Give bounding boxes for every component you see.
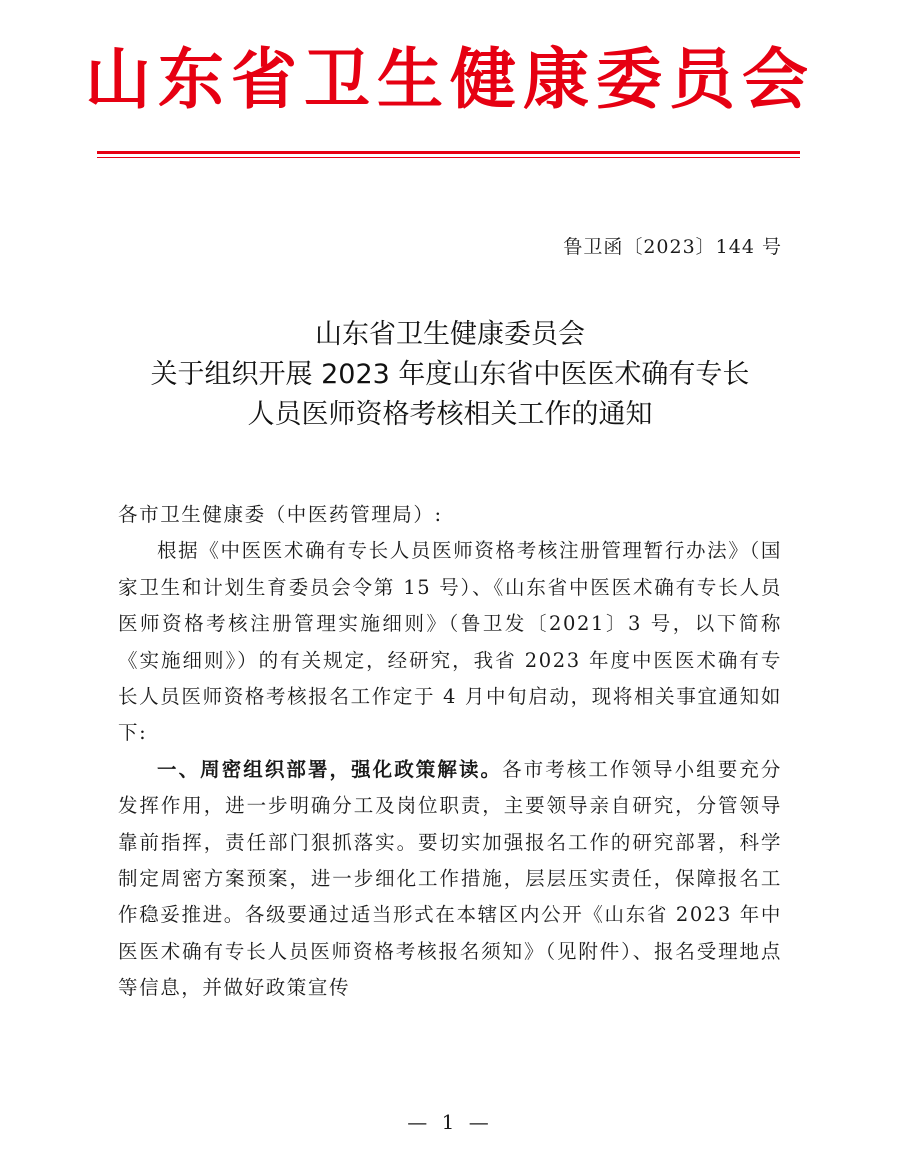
red-divider-line-thin: [97, 157, 800, 158]
section-1-text: 各市考核工作领导小组要充分发挥作用，进一步明确分工及岗位职责，主要领导亲自研究，分管领导靠前指挥，责任部门狠抓落实。要切实加强报名工作的研究部署，科学制定周密方案预案，进一步细化工作措施，层层压实责任，保障报名工作稳妥推进。各级要通过适当形式在本辖区内公开《山东省 2023 年中医医术确有专长人员医师资格考核报名须知》（见附件）、报名受理地点等信息，并做好政策宣传: [118, 757, 782, 1000]
section-1-heading: 一、周密组织部署，强化政策解读。: [157, 757, 503, 781]
title-line-2: 关于组织开展 2023 年度山东省中医医术确有专长: [150, 359, 750, 390]
red-divider-line: [97, 151, 800, 154]
document-title: [0, 315, 900, 435]
title-line-1: 山东省卫生健康委员会: [315, 319, 585, 350]
paragraph-intro: 根据《中医医术确有专长人员医师资格考核注册管理暂行办法》（国家卫生和计划生育委员会令第 15 号）、《山东省中医医术确有专长人员医师资格考核注册管理实施细则》（鲁卫发〔2021〕3 号，以下简称《实施细则》）的有关规定，经研究，我省 2023 年度中医医术确有专长人员医师资格考核报名工作定于 4 月中旬启动，现将相关事宜通知如下:: [118, 539, 782, 745]
addressee: 各市卫生健康委（中医药管理局）:: [118, 503, 443, 526]
document-body: [118, 497, 782, 1007]
title-line-3: 人员医师资格考核相关工作的通知: [247, 399, 653, 430]
document-number: 鲁卫函〔2023〕144 号: [563, 236, 782, 258]
paragraph-section-1: [118, 752, 782, 1007]
masthead-org-name: 山东省卫生健康委员会: [85, 41, 815, 118]
page-number: — 1 —: [407, 1110, 493, 1134]
